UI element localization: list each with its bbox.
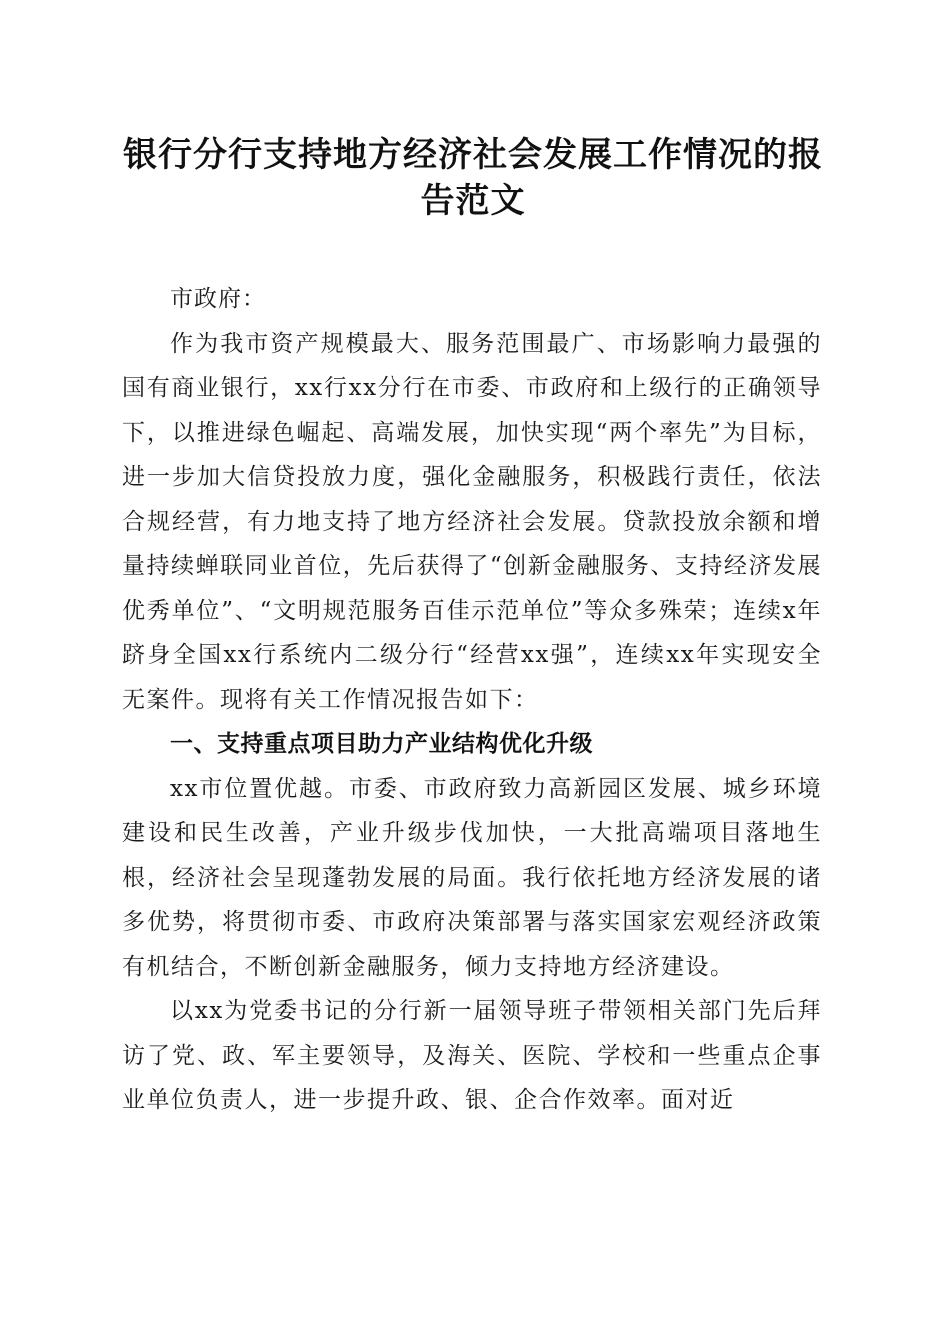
document-body	[122, 277, 822, 1123]
section-heading-1: 一、支持重点项目助力产业结构优化升级	[170, 731, 593, 757]
paragraph-city-overview: xx市位置优越。市委、市政府致力高新园区发展、城乡环境建设和民生改善，产业升级步伐加快，一大批高端项目落地生根，经济社会呈现蓬勃发展的局面。我行依托地方经济发展的诸多优势，将贯彻市委、市政府决策部署与落实国家宏观经济政策有机结合，不断创新金融服务，倾力支持地方经济建设。	[122, 775, 822, 980]
paragraph-intro: 作为我市资产规模最大、服务范围最广、市场影响力最强的国有商业银行，xx行xx分行在市委、市政府和上级行的正确领导下，以推进绿色崛起、高端发展，加快实现“两个率先”为目标，进一步加大信贷投放力度，强化金融服务，积极践行责任，依法合规经营，有力地支持了地方经济社会发展。贷款投放余额和增量持续蝉联同业首位，先后获得了“创新金融服务、支持经济发展优秀单位”、“文明规范服务百佳示范单位”等众多殊荣；连续x年跻身全国xx行系统内二级分行“经营xx强”，连续xx年实现安全无案件。现将有关工作情况报告如下：	[122, 330, 822, 713]
document-title: 银行分行支持地方经济社会发展工作情况的报告范文	[123, 135, 823, 221]
paragraph-leadership-visits: 以xx为党委书记的分行新一届领导班子带领相关部门先后拜访了党、政、军主要领导，及海关、医院、学校和一些重点企事业单位负责人，进一步提升政、银、企合作效率。面对近	[122, 998, 822, 1113]
salutation: 市政府：	[170, 286, 266, 312]
